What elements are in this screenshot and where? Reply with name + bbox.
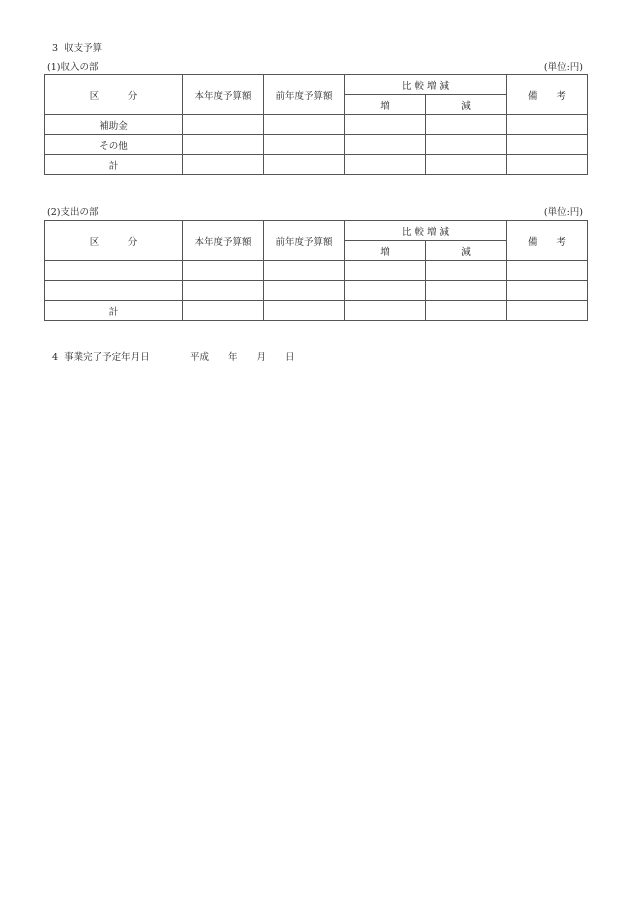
expense-table [44,220,588,321]
section-4-heading: 4 事業完了予定年月日 [52,352,150,363]
cell-previous [264,281,345,301]
header-decrease: 減 [426,95,507,115]
header-increase: 増 [345,241,426,261]
row-label: 補助金 [45,115,183,135]
cell-decrease [426,281,507,301]
header-remarks: 備 考 [507,221,588,261]
row-label [45,261,183,281]
row-label: 計 [45,155,183,175]
table-row [45,301,588,321]
cell-current [183,281,264,301]
header-previous-budget: 前年度予算額 [264,221,345,261]
cell-remarks [507,155,588,175]
cell-current [183,115,264,135]
cell-remarks [507,301,588,321]
cell-previous [264,135,345,155]
cell-decrease [426,135,507,155]
table-row [45,115,588,135]
header-remarks: 備 考 [507,75,588,115]
cell-previous [264,261,345,281]
header-comparison: 比 較 増 減 [345,221,507,241]
header-current-budget: 本年度予算額 [183,75,264,115]
income-unit-label: (単位:円) [543,62,583,73]
table-row [45,261,588,281]
cell-increase [345,135,426,155]
income-section-title: (1)収入の部 [47,62,99,73]
cell-remarks [507,281,588,301]
header-previous-budget: 前年度予算額 [264,75,345,115]
table-row [45,155,588,175]
cell-decrease [426,261,507,281]
table-row [45,281,588,301]
row-label: その他 [45,135,183,155]
cell-increase [345,115,426,135]
row-label [45,281,183,301]
cell-remarks [507,115,588,135]
cell-increase [345,261,426,281]
header-comparison: 比 較 増 減 [345,75,507,95]
cell-previous [264,155,345,175]
cell-previous [264,301,345,321]
cell-remarks [507,261,588,281]
section-3-heading: 3 収支予算 [52,43,103,54]
cell-current [183,261,264,281]
row-label: 計 [45,301,183,321]
expense-section-title: (2)支出の部 [47,207,99,218]
cell-decrease [426,115,507,135]
table-row [45,135,588,155]
cell-decrease [426,155,507,175]
header-increase: 増 [345,95,426,115]
header-category: 区 分 [45,221,183,261]
header-current-budget: 本年度予算額 [183,221,264,261]
cell-increase [345,155,426,175]
header-category: 区 分 [45,75,183,115]
cell-increase [345,301,426,321]
cell-remarks [507,135,588,155]
cell-previous [264,115,345,135]
cell-current [183,135,264,155]
expense-unit-label: (単位:円) [543,207,583,218]
cell-decrease [426,301,507,321]
completion-date: 平成 年 月 日 [190,352,295,363]
cell-current [183,155,264,175]
cell-increase [345,281,426,301]
header-decrease: 減 [426,241,507,261]
cell-current [183,301,264,321]
income-table [44,74,588,175]
